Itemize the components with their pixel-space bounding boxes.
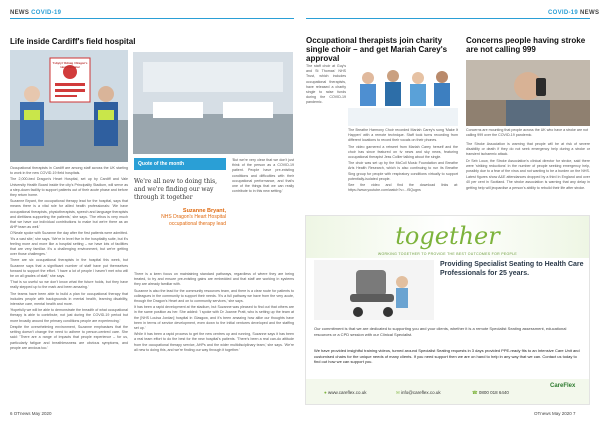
- left-article-body-col2: There is a keen focus on maintaining standard pathways, regardless of where they are being treated, to try and ensure pre-existing gains are embedded and that staff are working in systems they are already familiar with. Suzanne is also the lead for the community resources team, and there is a clear route for patients to colleagues in the community to support their needs. 'It's a full pathway we have from the very acute, through the Dragon's Heart and on to community services,' she says. It has been a rapid development at the stadium, but Suzanne was pleased to find out that others are in the same position as her. She added: 'I spoke with Dr Joanne Pratt, who is setting up the team at the [NHS Louisa Jordan] hospital in Glasgow, and it's been amazing how alike our thoughts have been in terms of service development, even down to the initial ventures developed and the staffing set up.' While it has been a rapid process to get the new centres up and running, Suzanne says it has been a real team effort to do the best for the new hospital's patients. 'There's been a real can-do attitude from the occupational therapy service, AHPs and the wider multidisciplinary team,' she says. 'We're all new to doing this, and we're finding our way through it together.': [134, 272, 294, 352]
- choir-photo: [348, 60, 458, 126]
- choir-body-col2: The Breathe Harmony Choir recorded Mariah Carey's song 'Make It Happen' with a remote technique. Staff took turns recording from different locations to record their vocals on their phones. The video garnered a retweet from Mariah Carey herself and the choir has since featured on tv news and sky news, featuring occupational therapist Jess Collier talking about the single. The choir was set up by the McColl Music Foundation and Breathe Arts Health Research, which is also continuing to run its Breathe Sing group for people with respiratory conditions virtually to support potentially-isolated people. See the video and find the download links at: https://www.youtube.com/watch?v=...f5Qugns: [348, 128, 458, 193]
- ad-chair-image: [314, 260, 434, 320]
- quote-text: We're all new to doing this, and we're finding our way through it together: [134, 178, 218, 201]
- stroke-headline: Concerns people having stroke are not calling 999: [466, 36, 586, 54]
- stroke-photo-art: [466, 60, 590, 126]
- quote-of-the-month: [134, 158, 226, 268]
- ad-website: ● www.careflex.co.uk: [324, 390, 367, 395]
- left-subsection-label: COVID-19: [31, 10, 62, 16]
- left-photo-right-panel: [133, 52, 293, 154]
- quote-author-role: NHS Dragon's Heart Hospital occupational therapy lead: [161, 214, 226, 227]
- ad-phone: ☎ 0800 018 6440: [472, 390, 509, 395]
- chair-icon: [314, 260, 434, 320]
- careflex-logo: CareFlex: [550, 383, 576, 389]
- right-subsection-label: NEWS: [580, 10, 600, 16]
- choir-photo-art: [348, 60, 458, 126]
- globe-icon: ●: [324, 390, 327, 395]
- ad-headline: Providing Specialist Seating to Health Care Professionals for 25 years.: [440, 261, 584, 277]
- phone-icon: ☎: [472, 390, 478, 395]
- left-headline: Life inside Cardiff's field hospital: [10, 37, 136, 46]
- careflex-advert: [305, 215, 590, 405]
- right-page-footer: OTnews May 2020 7: [534, 411, 576, 416]
- left-article-body: Occupational therapists in Cardiff are among staff across the UK starting to work in the new COVID-19 field hospitals. The 2,000-bed Dragon's Heart Hospital, set up by Cardiff and Vale University Health Board inside the city's Principality Stadium, will serve as a step-down facility to support patients out of their acute phase and before they return home. Suzanne Bryant, the occupational therapy lead for the hospital, says that means there is a vital role for allied health professionals: 'We have occupational therapists, physiotherapists, speech and language therapists and dietitians supporting the patients,' she says. 'The ethos is very much that we have our individual contributions to make but we're there as an AHP team as well.' O'Neale spoke with Suzanne the day after the first patients were admitted. 'It's a vast site,' she says. 'We're in level five in the hospitality suite, but it's feeling more and more like a hospital setting – we have lots of facilities that are very familiar. It's a challenging environment, but we're getting over those challenges.' There are six occupational therapists in the hospital this week, but Suzanne says that a significant number of staff have put themselves forward to support the effort. 'I have a lot of people I haven't met who will be on all grades of staff,' she says. 'That is so useful so we don't know what the future holds, but they have really stepped up to the mark and been amazing.' The teams have been able to build a plan for occupational therapy that includes people with backgrounds in mental health, learning disability, intensive care, mental health and more. 'Hopefully we will be able to demonstrate the breadth of what occupational therapy is able to contribute, not just during the COVID-19 period but more broadly around the primary conditions people are experiencing.' Despite the overwhelming environment, Suzanne emphasises that the setting doesn't change the need to adhere to person-centred care. She said: 'There are a range of impacts that people experience – for us, particularly fatigue and breathlessness are obvious symptoms, and people are anxious too.': [10, 166, 128, 350]
- ad-subtitle: WORKING TOGETHER TO PROVIDE THE BEST OUTCOMES FOR PEOPLE: [377, 252, 518, 256]
- choir-body-col1: The staff choir at Guy's and St Thomas' NHS Trust, which includes occupational therapists, have released a charity single to raise funds during the COVID-19 pandemic.: [306, 64, 346, 105]
- quote-author: Suzanne Bryant,: [182, 208, 226, 214]
- stroke-body: The Stroke Association is warning that people will be at risk of severe disability or death if they do not seek emergency help during a stroke or transient ischaemic attack. Dr Seb Louw, the Stroke Association's clinical director for stroke, said there were 'striking reductions' in the number of people seeking emergency help, possibly due to a fear of the virus and not wanting to be a burden on the NHS. Latest figures show A&E attendances dropped by a third in England and over 40 per cent in Scotland. The stroke association is warning that any delay in getting help will jeopardise a person's ability to rebuild their life after stroke.: [466, 142, 590, 190]
- field-hospital-photo: [10, 50, 128, 162]
- quote-label: Quote of the month: [134, 158, 226, 170]
- choir-headline: Occupational therapists join charity single choir – and get Mariah Carey's approval: [306, 36, 448, 63]
- mail-icon: ✉: [396, 390, 400, 395]
- right-top-rule: [306, 18, 590, 19]
- field-hospital-beds-photo: [133, 52, 293, 154]
- stroke-photo: [466, 60, 590, 126]
- left-section-label: NEWS COVID-19: [10, 10, 62, 16]
- hospital-sign: Ysbyty'r Ddraig / Dragon's Heart Hospital: [52, 61, 88, 69]
- ad-wordmark: together: [395, 222, 500, 250]
- left-article-body-col3: 'But we're very clear that we don't just think of the person as a COVID-19 patient. People have pre-existing conditions and difficulties with their occupational performance, and that's one of the things that we can really contribute to in this new setting.': [232, 158, 294, 194]
- ad-paragraph-2: We have provided insightful training videos, turned around Specialist Seating requests in 3 days provided PPE-ready fits to an Intensive Care Unit and customised chairs for the unique needs of many clients. If you need support then we are on hand to help in any way that we can. Contact us today to find out how we can support you.: [314, 348, 580, 364]
- stroke-caption: Concerns are mounting that people across the UK who have a stroke are not calling 999 over the COVID-19 pandemic.: [466, 128, 589, 137]
- ad-email: ✉ info@careflex.co.uk: [396, 390, 441, 395]
- ad-paragraph-1: Our commitment is that we are dedicated to supporting you and your clients, whether it is a remote Specialist Seating assessment, educational resources or a CPD session with our Clinical Specialist.: [314, 326, 567, 337]
- right-section-label: COVID-19 NEWS: [548, 10, 600, 16]
- left-page-footer: 6 OTnews May 2020: [10, 411, 52, 416]
- ad-contact-bar: [306, 379, 589, 404]
- left-top-rule: [10, 18, 294, 19]
